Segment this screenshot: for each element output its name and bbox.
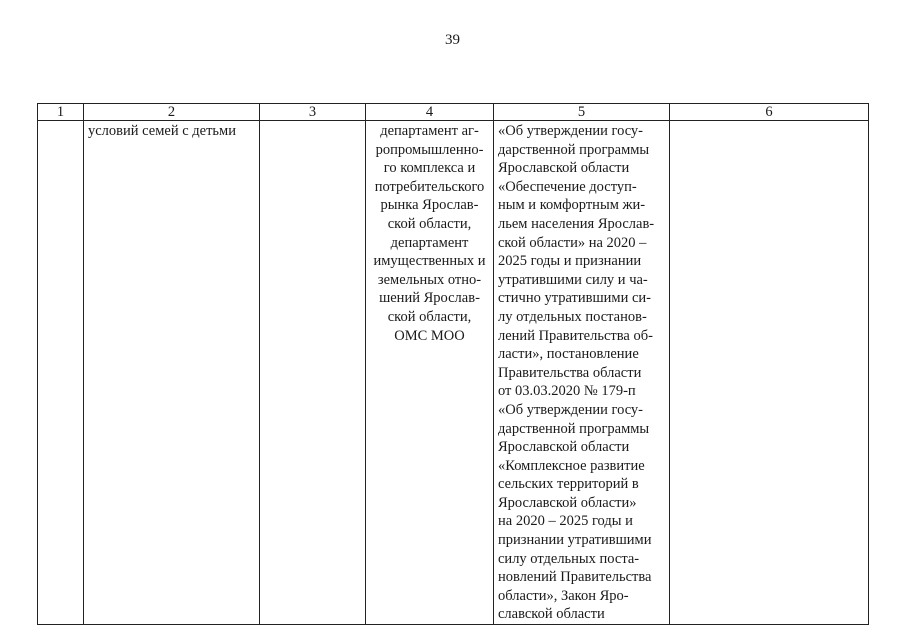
column-header-2: 2 [84,104,260,121]
cell-text-col3 [260,121,365,122]
cell-text-col2: условий семей с детьми [88,123,236,139]
page-number: 39 [445,32,460,48]
table-cell-col6 [670,121,869,625]
column-header-4: 4 [366,104,494,121]
column-header-1: 1 [38,104,84,121]
table-header-row [38,104,869,121]
cell-text-col5: «Об утверждении госу- дарственной программы Ярославской области «Обеспечение доступ- ным и комфортным жи- льем населения Ярослав- ской области» на 2020 – 2025 годы и признании утратившими силу и ча- стично утратившими си- лу отдельных постанов- лений Правительства об- ласти», постановление Правительства области от 03.03.2020 № 179-п «Об утверждении госу- дарственной программы Ярославской области «Комплексное развитие сельских территорий в Ярославской области» на 2020 – 2025 годы и признании утратившими силу отдельных поста- новлений Правительства области», Закон Яро- славской области [498,123,655,623]
column-header-3: 3 [260,104,366,121]
table-cell-col4 [366,121,494,625]
table-cell-col1 [38,121,84,625]
table-cell-col5 [494,121,670,625]
column-header-6: 6 [670,104,869,121]
cell-text-col6 [670,121,868,122]
column-header-5: 5 [494,104,670,121]
cell-text-col4: департамент аг- ропромышленно- го комплекса и потребительского рынка Ярослав- ской области, департамент имущественных и земельных отно- шений Ярослав- ской области, ОМС МОО [373,123,486,344]
table-cell-col3 [260,121,366,625]
table-row [38,121,869,625]
cell-text-col1 [38,121,83,122]
table-cell-col2 [84,121,260,625]
document-table [37,103,869,625]
